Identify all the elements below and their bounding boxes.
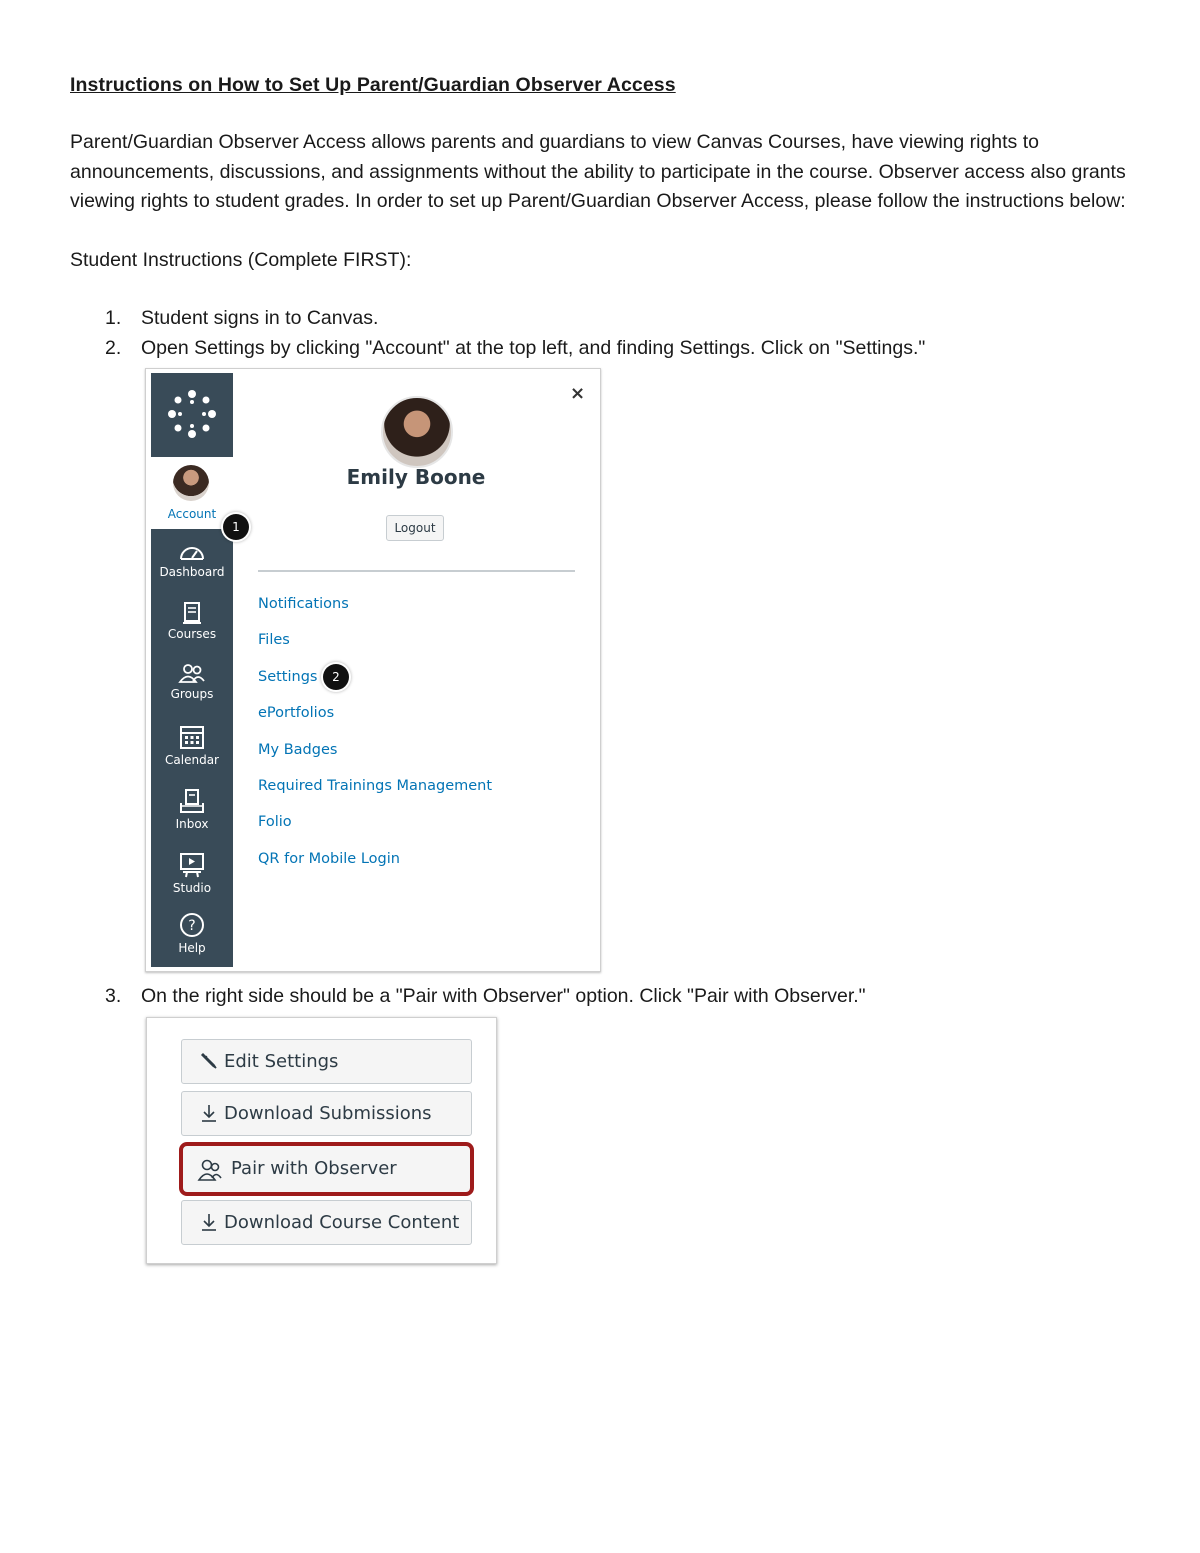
- edit-settings-button[interactable]: [181, 1039, 472, 1084]
- nav-studio[interactable]: [151, 851, 233, 913]
- nav-help[interactable]: [151, 911, 233, 973]
- step-text: Student signs in to Canvas.: [141, 307, 379, 329]
- nav-courses[interactable]: [151, 601, 233, 663]
- nav-dashboard[interactable]: [151, 541, 233, 603]
- step-number: 3.: [105, 985, 122, 1007]
- nav-courses-label: Courses: [167, 627, 217, 641]
- groups-icon: [177, 663, 207, 685]
- calendar-icon: [178, 723, 206, 751]
- link-folio[interactable]: Folio: [258, 814, 292, 831]
- download-course-content-button[interactable]: [181, 1200, 472, 1245]
- nav-account-label: Account: [167, 507, 217, 521]
- nav-studio-label: Studio: [172, 881, 212, 895]
- link-eportfolios[interactable]: ePortfolios: [258, 705, 335, 722]
- nav-inbox[interactable]: [151, 787, 233, 849]
- link-files[interactable]: Files: [258, 632, 290, 649]
- pencil-icon: [199, 1051, 219, 1071]
- step-text: On the right side should be a "Pair with Observer" option. Click "Pair with Observer.": [141, 985, 866, 1007]
- nav-inbox-label: Inbox: [175, 817, 209, 831]
- step-number: 2.: [105, 337, 122, 359]
- nav-account[interactable]: [151, 457, 233, 529]
- users-icon: [197, 1158, 223, 1182]
- link-required-trainings[interactable]: Required Trainings Management: [258, 777, 493, 794]
- download-icon: [199, 1212, 219, 1232]
- help-icon: [178, 911, 206, 939]
- nav-groups[interactable]: [151, 663, 233, 725]
- courses-icon: [178, 601, 206, 625]
- link-my-badges[interactable]: My Badges: [258, 741, 338, 758]
- inbox-icon: [178, 787, 206, 815]
- nav-calendar[interactable]: [151, 723, 233, 785]
- download-icon: [199, 1103, 219, 1123]
- document-title: Instructions on How to Set Up Parent/Guardian Observer Access: [70, 74, 676, 96]
- download-submissions-button[interactable]: [181, 1091, 472, 1136]
- user-name: Emily Boone: [346, 465, 486, 489]
- dashboard-icon: [178, 541, 206, 563]
- step-text: Open Settings by clicking "Account" at the top left, and finding Settings. Click on "Settings.": [141, 337, 926, 359]
- link-notifications[interactable]: Notifications: [258, 596, 349, 612]
- sidebar-buttons-screenshot: [146, 1017, 497, 1264]
- step-number: 1.: [105, 307, 122, 329]
- account-links: [258, 591, 492, 882]
- studio-icon: [178, 851, 206, 879]
- close-icon[interactable]: ×: [570, 383, 586, 404]
- download-submissions-label: Download Submissions: [224, 1103, 432, 1124]
- pair-with-observer-button[interactable]: [179, 1142, 474, 1196]
- nav-dashboard-label: Dashboard: [159, 565, 225, 579]
- link-qr-mobile-login[interactable]: QR for Mobile Login: [258, 850, 400, 867]
- callout-badge-1: 1: [223, 514, 249, 540]
- canvas-logo-icon: [151, 373, 233, 457]
- intro-paragraph: Parent/Guardian Observer Access allows parents and guardians to view Canvas Courses, have viewing rights to announcements, discussions, and assignments without the ability to participate in the course. Observer access also grants viewing rights to student grades. In order to set up Parent/Guardian Observer Access, please follow the instructions below:: [70, 131, 1126, 212]
- svg-text:?: ?: [188, 918, 196, 934]
- edit-settings-label: Edit Settings: [224, 1051, 339, 1072]
- nav-calendar-label: Calendar: [165, 753, 219, 767]
- account-tray-screenshot: [145, 368, 601, 972]
- nav-groups-label: Groups: [170, 687, 214, 701]
- callout-badge-2: 2: [323, 664, 349, 690]
- account-avatar: [173, 465, 209, 501]
- link-settings[interactable]: Settings: [258, 668, 318, 685]
- document: [70, 70, 1130, 275]
- pair-with-observer-label: Pair with Observer: [231, 1158, 397, 1179]
- divider: [258, 570, 575, 572]
- user-avatar: [381, 396, 453, 468]
- student-instructions-heading: Student Instructions (Complete FIRST):: [70, 248, 412, 271]
- nav-help-label: Help: [178, 941, 206, 955]
- logout-button[interactable]: Logout: [386, 515, 444, 541]
- canvas-logo[interactable]: [151, 373, 233, 457]
- download-course-content-label: Download Course Content: [224, 1212, 460, 1233]
- global-nav: [151, 373, 233, 967]
